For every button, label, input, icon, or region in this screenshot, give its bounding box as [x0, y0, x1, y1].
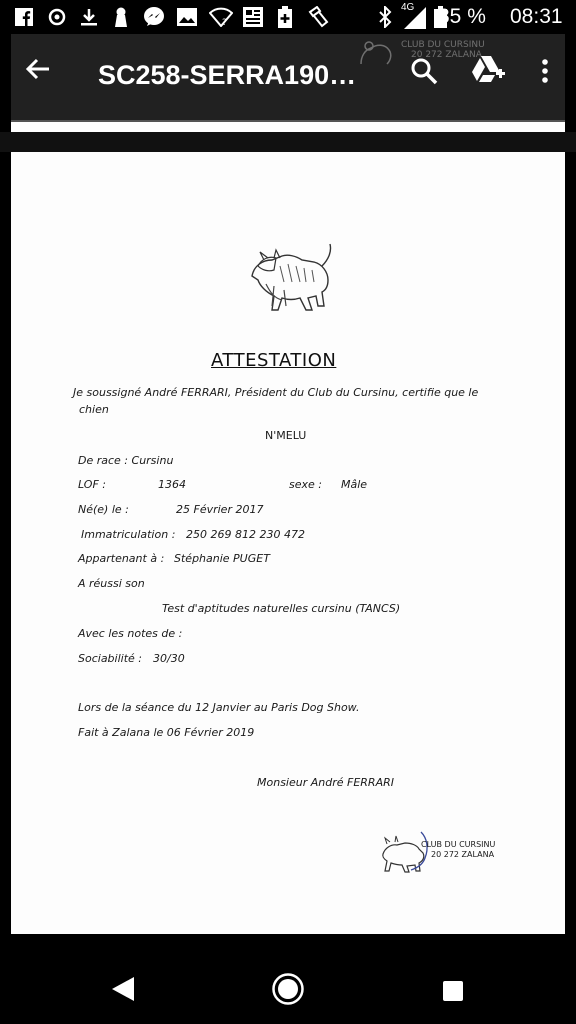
download-icon: [78, 6, 100, 28]
nav-home-button[interactable]: [271, 972, 305, 1006]
grades-line: Avec les notes de :: [78, 627, 183, 640]
born-label: Né(e) le :: [78, 503, 129, 516]
dog-illustration: [244, 236, 340, 316]
nav-recents-button[interactable]: [441, 979, 465, 1003]
sync-icon: [46, 6, 68, 28]
sex-label: sexe :: [289, 478, 322, 491]
search-icon: [409, 56, 439, 86]
more-options-button[interactable]: [535, 56, 555, 86]
page-gap: [0, 132, 576, 152]
system-nav-bar: [0, 934, 576, 1024]
svg-text:?: ?: [222, 18, 227, 27]
signed-place-line: Fait à Zalana le 06 Février 2019: [78, 726, 255, 739]
intro-line-1: Je soussigné André FERRARI, Président du Club du Cursinu, certifie que le: [73, 386, 479, 399]
owner-value: Stéphanie PUGET: [174, 552, 270, 565]
stamp-line-2: 20 272 ZALANA: [431, 850, 495, 859]
wifi-icon: [208, 6, 234, 28]
sociability-label: Sociabilité :: [78, 652, 142, 665]
back-arrow-icon: [23, 54, 53, 84]
club-stamp: [377, 830, 507, 874]
battery-plus-icon: [276, 6, 294, 28]
nav-back-button[interactable]: [108, 974, 138, 1004]
bluetooth-icon: [376, 6, 394, 28]
session-line: Lors de la séance du 12 Janvier au Paris Dog Show.: [78, 701, 360, 714]
stamp-dog-icon: [377, 830, 433, 874]
back-button[interactable]: [23, 54, 53, 84]
ghost-stamp-line2: 20 272 ZALANA: [411, 50, 482, 60]
stamp-line-1: CLUB DU CURSINU: [421, 840, 496, 849]
search-button[interactable]: [409, 56, 439, 86]
lighter-icon: [306, 6, 330, 28]
registration-label: Immatriculation :: [81, 528, 176, 541]
document-page[interactable]: [11, 152, 565, 934]
network-type-label: 4G: [401, 2, 415, 13]
document-heading: ATTESTATION: [211, 350, 337, 371]
page-divider: [11, 120, 565, 122]
nav-recents-icon: [441, 979, 465, 1003]
clock: 08:31: [510, 5, 563, 28]
intro-line-2: chien: [79, 403, 109, 416]
news-icon: [242, 6, 264, 28]
registration-value: 250 269 812 230 472: [186, 528, 305, 541]
document-title: SC258-SERRA190…: [98, 60, 357, 90]
sex-value: Mâle: [341, 478, 368, 491]
test-name: Test d'aptitudes naturelles cursinu (TANCS): [162, 602, 401, 615]
status-bar: [0, 0, 576, 34]
add-to-drive-icon: [471, 54, 505, 86]
messenger-icon: [142, 6, 166, 28]
ghost-stamp-line1: CLUB DU CURSINU: [401, 40, 485, 50]
breed-line: De race : Cursinu: [78, 454, 174, 467]
owner-label: Appartenant à :: [78, 552, 165, 565]
app-toolbar: [11, 34, 565, 120]
dog-name: N'MELU: [265, 429, 307, 442]
lof-label: LOF :: [78, 478, 106, 491]
keyhole-icon: [112, 6, 130, 28]
nav-back-icon: [108, 974, 138, 1004]
nav-home-icon: [271, 972, 305, 1006]
previous-page-edge: [11, 120, 565, 132]
sociability-value: 30/30: [153, 652, 185, 665]
battery-percent: 85 %: [438, 5, 486, 28]
passed-line: A réussi son: [78, 577, 145, 590]
born-value: 25 Février 2017: [176, 503, 264, 516]
add-to-drive-button[interactable]: [471, 54, 505, 86]
lof-value: 1364: [158, 478, 186, 491]
facebook-icon: [14, 6, 34, 28]
gallery-icon: [176, 6, 198, 28]
more-vert-icon: [535, 56, 555, 86]
signature-name: Monsieur André FERRARI: [257, 776, 394, 789]
